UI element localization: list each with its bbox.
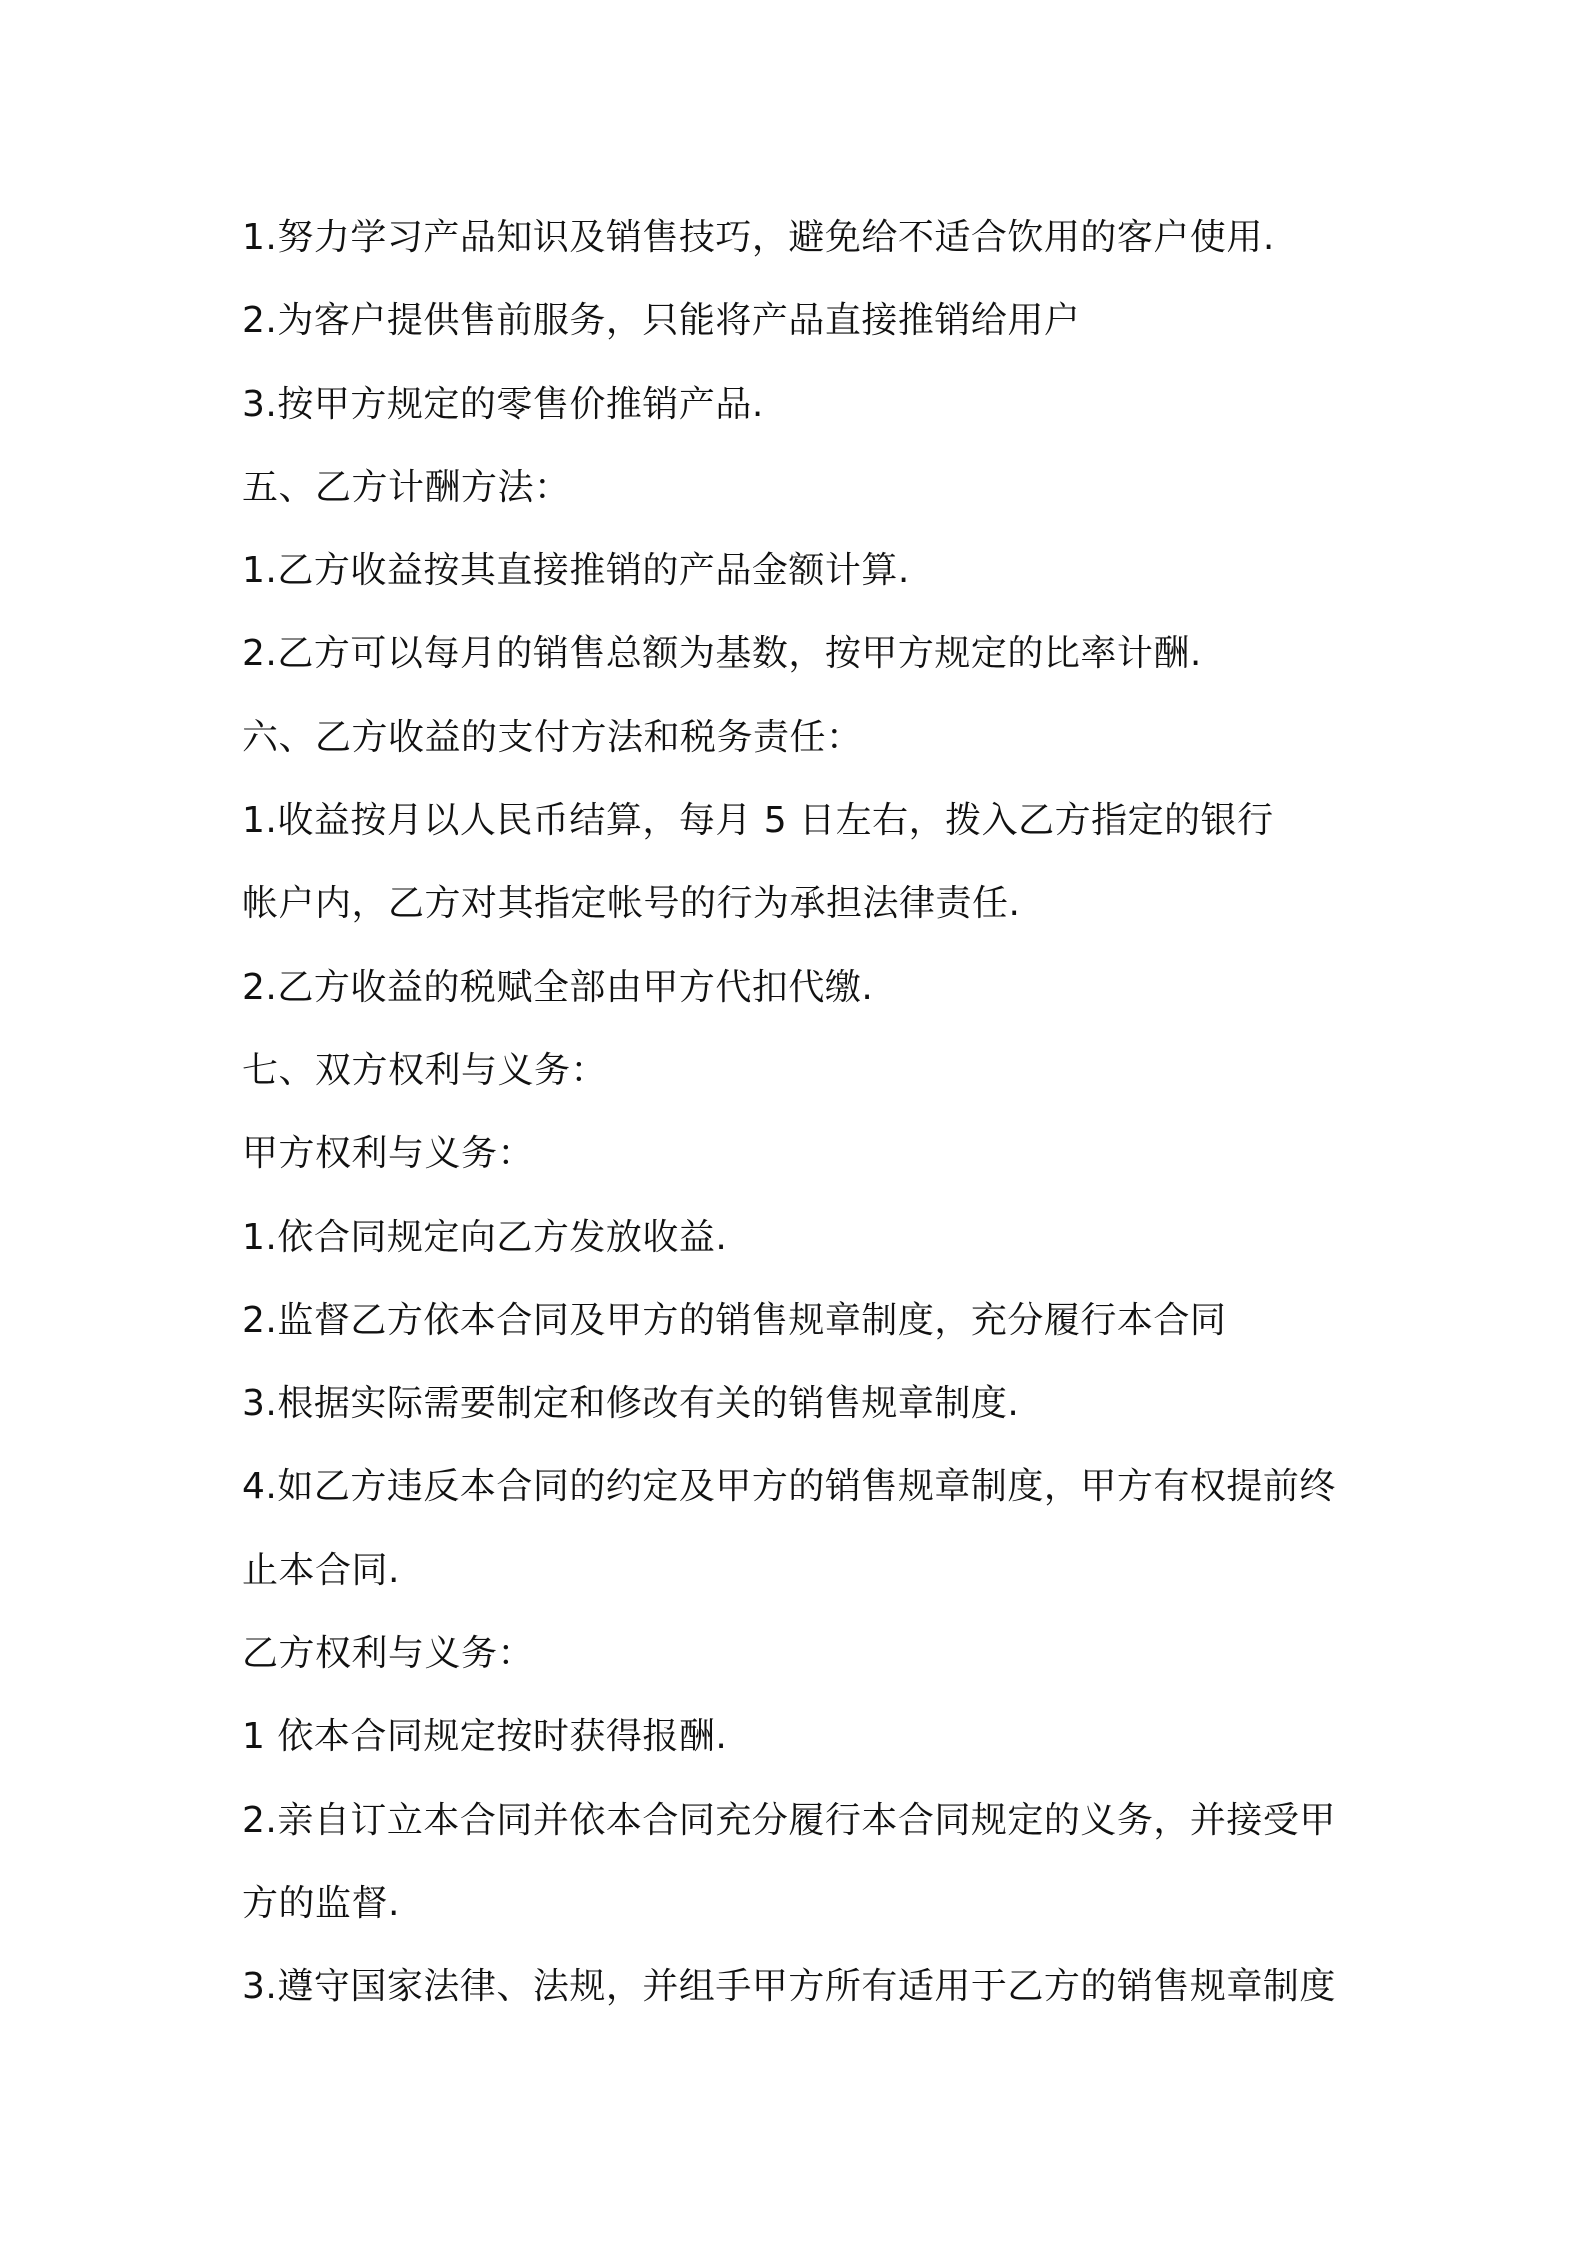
clause-line-5-1-income-basis: 1.乙方收益按其直接推销的产品金额计算. — [242, 550, 910, 592]
subheading-party-a-rights: 甲方权利与义务： — [242, 1133, 535, 1175]
subheading-party-b-rights: 乙方权利与义务： — [242, 1633, 535, 1675]
document-body — [242, 196, 1362, 2029]
clause-line-a-3-rules: 3.根据实际需要制定和修改有关的销售规章制度. — [242, 1383, 1020, 1425]
clause-line-1-study-products: 1.努力学习产品知识及销售技巧，避免给不适合饮用的客户使用. — [242, 217, 1275, 258]
clause-line-b-2-fulfill-obligations: 2.亲自订立本合同并依本合同充分履行本合同规定的义务，并接受甲 — [242, 1799, 1336, 1841]
section-heading-5-compensation: 五、乙方计酬方法： — [242, 466, 571, 508]
clause-line-a-1-pay-income: 1.依合同规定向乙方发放收益. — [242, 1216, 728, 1258]
clause-line-b-2-continued: 方的监督. — [242, 1882, 400, 1924]
clause-line-6-2-tax-withholding: 2.乙方收益的税赋全部由甲方代扣代缴. — [242, 966, 874, 1008]
clause-line-b-1-remuneration: 1 依本合同规定按时获得报酬. — [242, 1716, 728, 1758]
clause-line-5-2-monthly-rate: 2.乙方可以每月的销售总额为基数，按甲方规定的比率计酬. — [242, 633, 1202, 675]
clause-line-6-1-continued: 帐户内，乙方对其指定帐号的行为承担法律责任. — [242, 883, 1021, 925]
clause-line-6-1-settlement: 1.收益按月以人民币结算，每月 5 日左右，拨入乙方指定的银行 — [242, 800, 1274, 842]
clause-line-3-retail-price: 3.按甲方规定的零售价推销产品. — [242, 383, 764, 425]
section-heading-6-payment-tax: 六、乙方收益的支付方法和税务责任： — [242, 716, 863, 758]
clause-line-a-2-supervise: 2.监督乙方依本合同及甲方的销售规章制度，充分履行本合同 — [242, 1299, 1227, 1341]
section-heading-7-rights-obligations: 七、双方权利与义务： — [242, 1049, 608, 1091]
clause-line-b-3-comply-laws: 3.遵守国家法律、法规，并组手甲方所有适用于乙方的销售规章制度 — [242, 1966, 1336, 2008]
clause-line-a-4-terminate: 4.如乙方违反本合同的约定及甲方的销售规章制度，甲方有权提前终 — [242, 1466, 1336, 1508]
clause-line-2-presale-service: 2.为客户提供售前服务，只能将产品直接推销给用户 — [242, 300, 1081, 342]
clause-line-a-4-continued: 止本合同. — [242, 1549, 400, 1591]
